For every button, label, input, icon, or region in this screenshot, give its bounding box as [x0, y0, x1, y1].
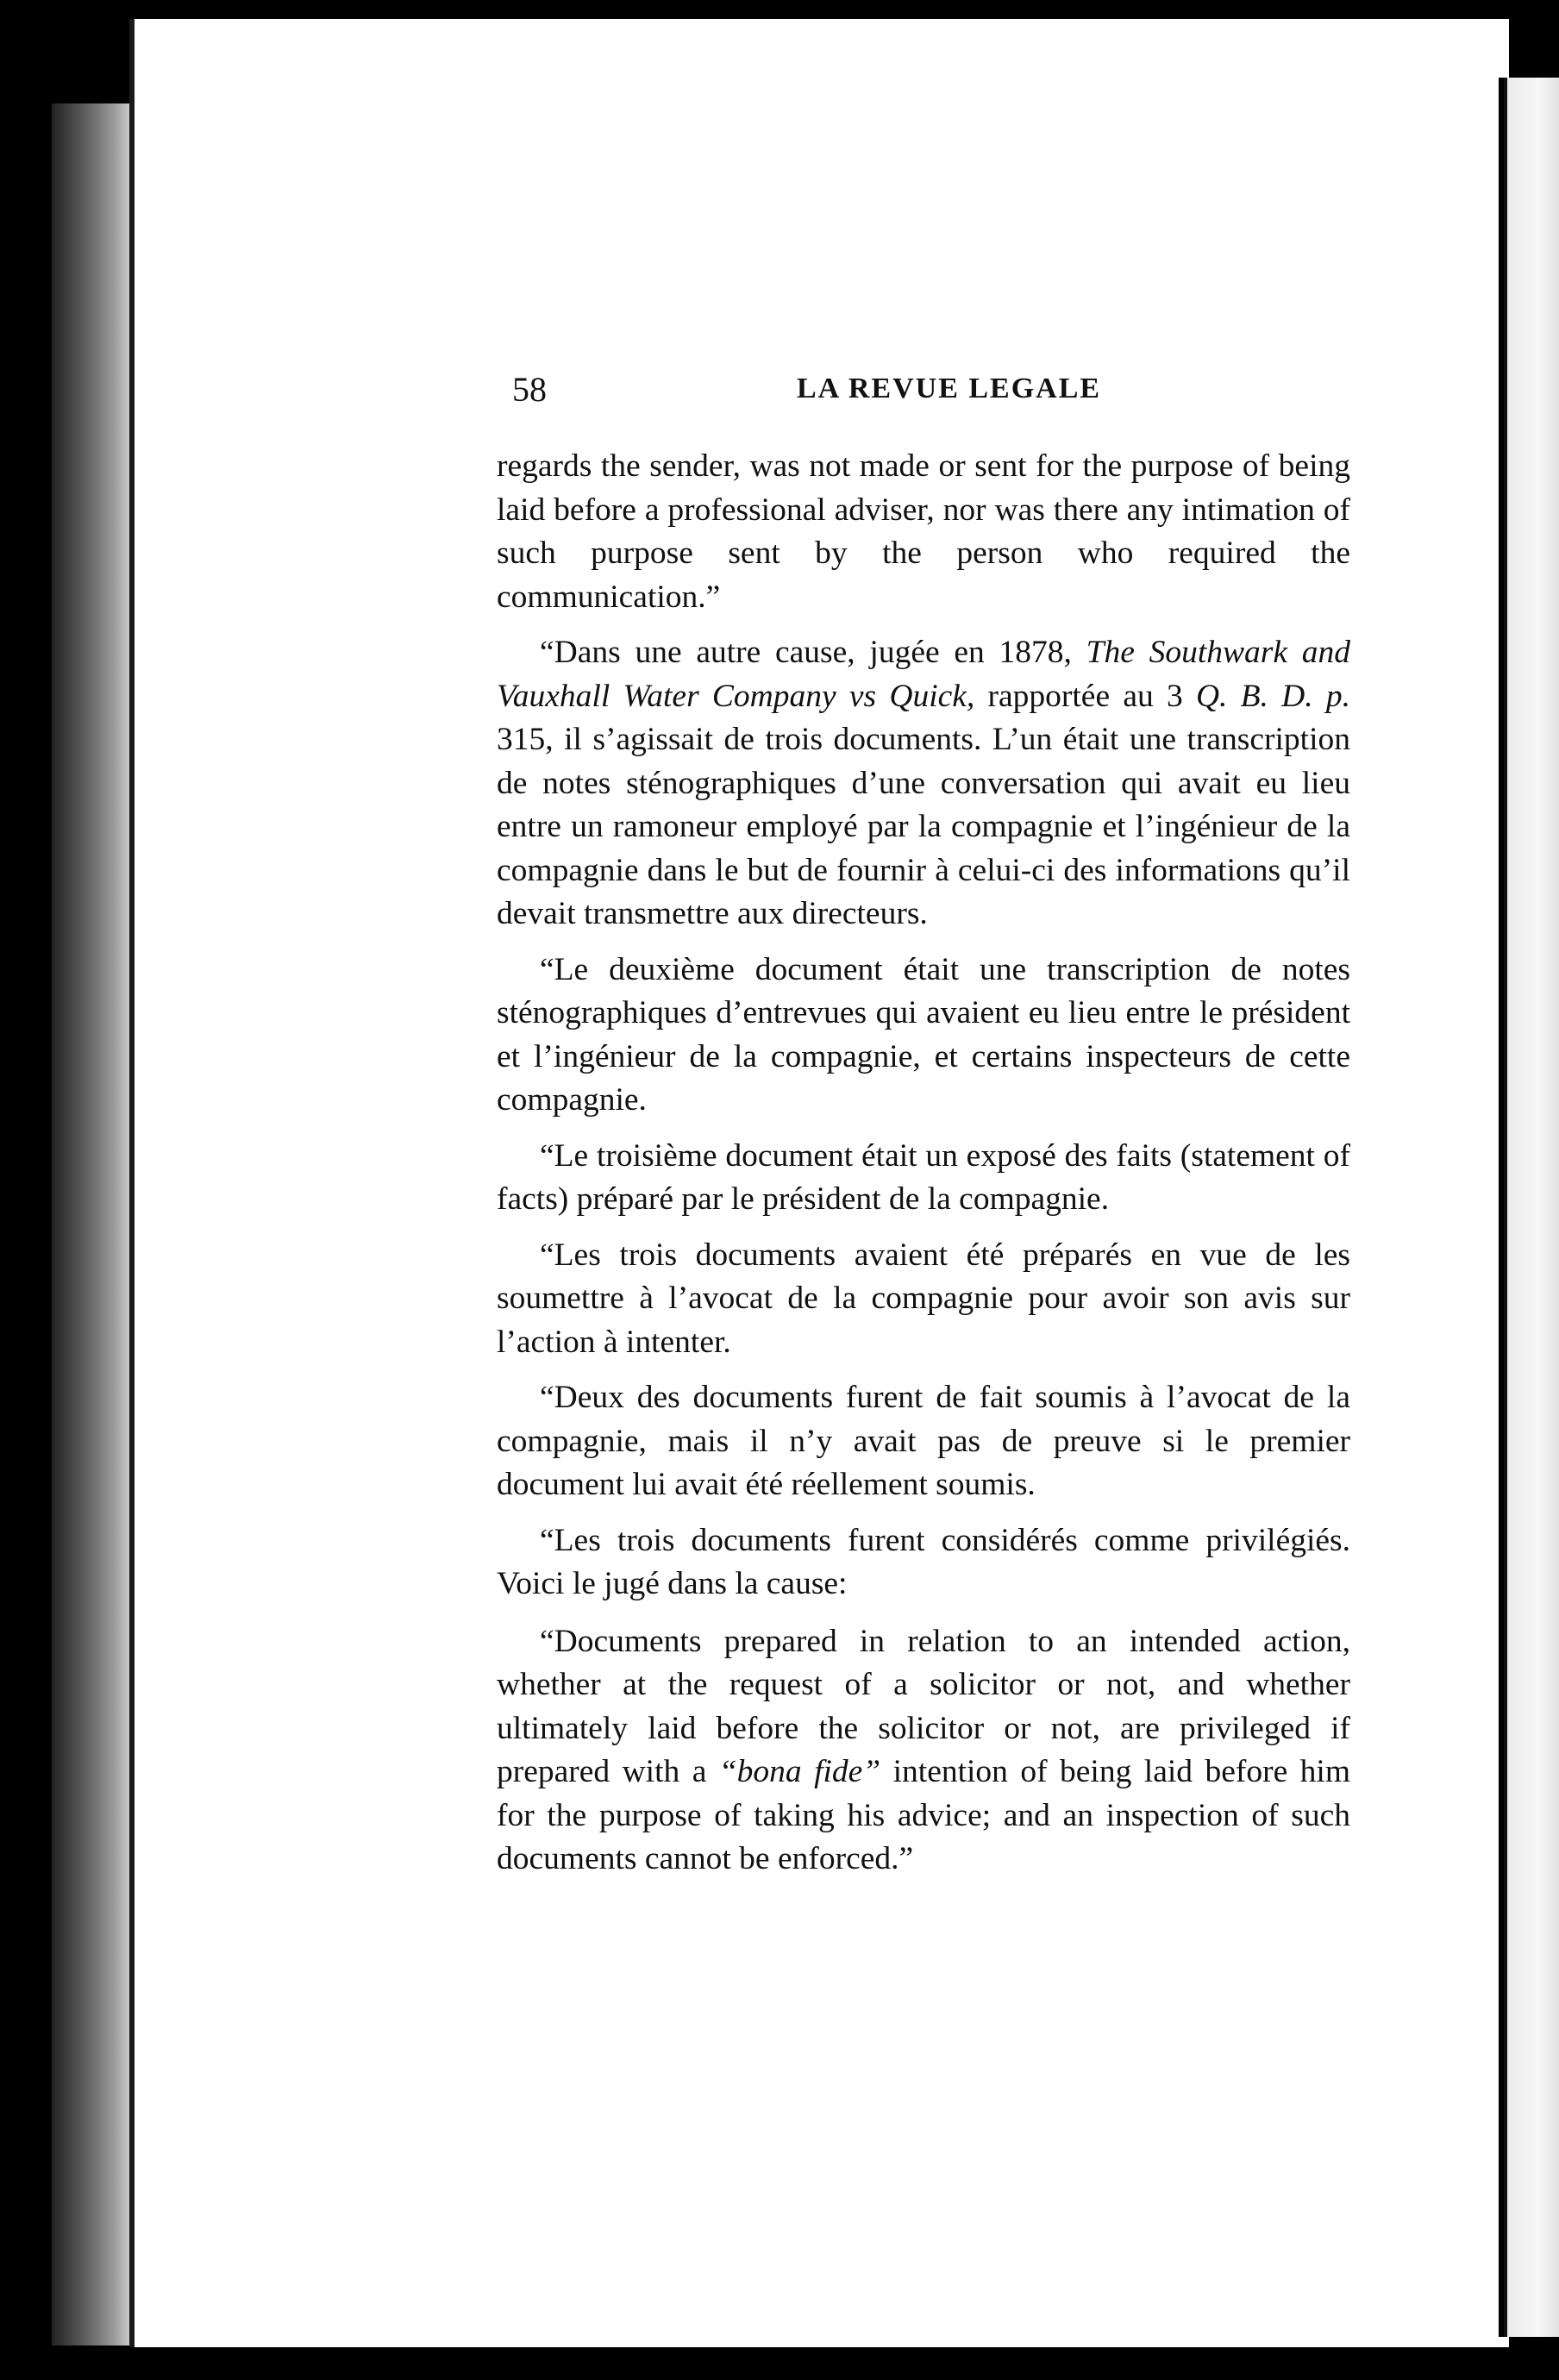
- paragraph-2-mid: rapportée au 3: [974, 678, 1196, 714]
- paragraph-8-headnote-quote: [497, 1620, 1350, 1882]
- body-text: [497, 445, 1350, 1882]
- paragraph-8-tail: intention of being laid before him for the purpose of taking his advice; and an inspection of such documents cannot be enforced.”: [497, 1754, 1350, 1876]
- case-name-italic: The Southwark and Vauxhall Water Company vs Quick,: [497, 635, 1351, 714]
- running-title: LA REVUE LEGALE: [797, 373, 1102, 404]
- next-page-edge: [1507, 78, 1559, 2337]
- paragraph-8-lead: “Documents prepared in relation to an intended action, whether at the request of a solicitor or not, and whether ultimately laid before the solicitor or not, are privileged if prepared with a: [497, 1623, 1350, 1789]
- paragraph-4: [497, 1135, 1350, 1222]
- running-head: [512, 369, 1392, 421]
- paragraph-3: [497, 949, 1350, 1123]
- paragraph-7-text: “Les trois documents furent considérés comme privilégiés. Voici le jugé dans la cause:: [497, 1522, 1350, 1601]
- paragraph-5-text: “Les trois documents avaient été préparés en vue de les soumettre à l’avocat de la compagnie pour avoir son avis sur l’action à intenter.: [497, 1237, 1350, 1360]
- paragraph-3-text: “Le deuxième document était une transcription de notes sténographiques d’entrevues qui avaient eu lieu entre le président et l’ingénieur de la compagnie, et certains inspecteurs de cette compagnie.: [497, 951, 1350, 1118]
- page-left-edge: [129, 19, 135, 2347]
- paragraph-7: [497, 1519, 1350, 1606]
- paragraph-6-text: “Deux des documents furent de fait soumis à l’avocat de la compagnie, mais il n’y avait pas de preuve si le premier document lui avait été réellement soumis.: [497, 1380, 1350, 1502]
- paragraph-5: [497, 1234, 1350, 1365]
- paragraph-6: [497, 1376, 1350, 1507]
- paragraph-2-tail: 315, il s’agissait de trois documents. L’un était une transcription de notes sténographiques d’une conversation qui avait eu lieu entre un ramoneur employé par la compagnie et l’ingénieur de la compagnie dans le but de fournir à celui-ci des informations qu’il devait transmettre aux directeurs.: [497, 722, 1350, 931]
- bona-fide-italic: “bona fide”: [718, 1754, 881, 1789]
- page-number: 58: [512, 370, 547, 409]
- paragraph-1: [497, 445, 1350, 619]
- law-report-italic: Q. B. D. p.: [1195, 678, 1350, 714]
- paragraph-2: [497, 631, 1350, 936]
- page-right-rule: [1504, 78, 1507, 2337]
- paragraph-1-text: regards the sender, was not made or sent for the purpose of being laid before a professional adviser, nor was there any intimation of such purpose sent by the person who required the communication.”: [497, 448, 1350, 615]
- binding-shadow: [52, 103, 135, 2346]
- paragraph-2-lead: “Dans une autre cause, jugée en 1878,: [540, 635, 1086, 670]
- paragraph-4-text: “Le troisième document était un exposé des faits (statement of facts) préparé par le président de la compagnie.: [497, 1137, 1350, 1217]
